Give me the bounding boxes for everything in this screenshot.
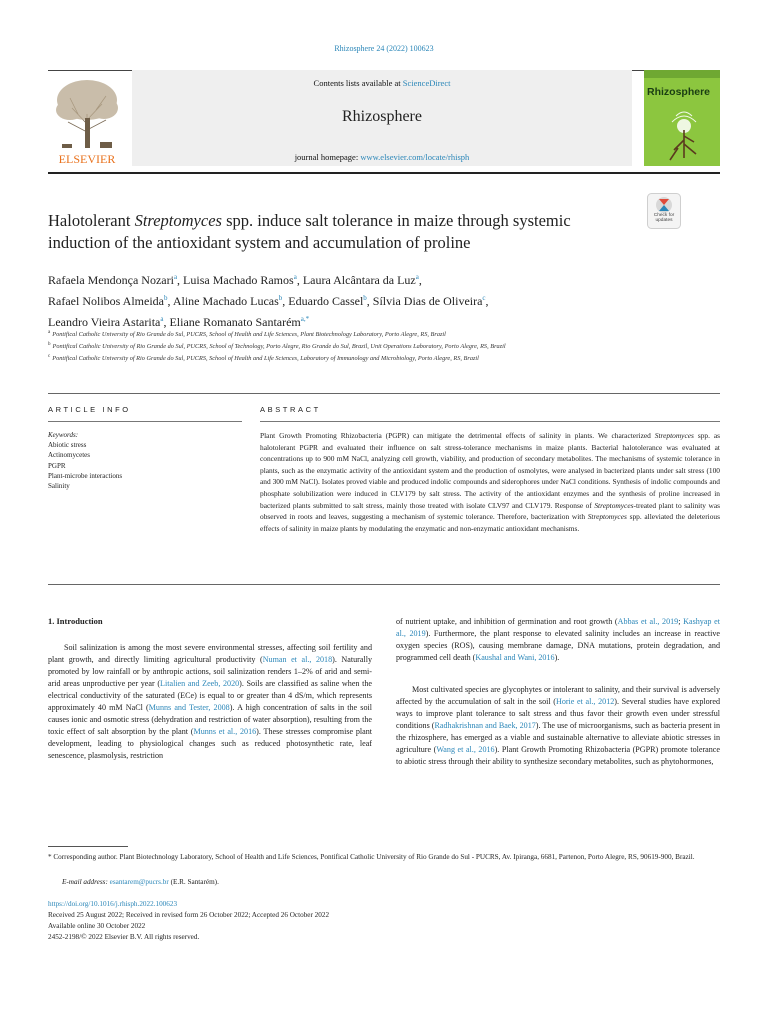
author-separator: , — [418, 273, 422, 287]
body-text: ). The use of microorganisms, such as bacteria present in the rhizosphere, has emerged as a viable and sustainable alternative to alleviate abiotic stresses in agriculture ( — [396, 721, 720, 754]
keyword: Abiotic stress — [48, 441, 87, 450]
author-separator: , — [163, 315, 170, 329]
crossmark-label: Check for updates — [653, 213, 675, 223]
journal-homepage-line — [132, 152, 632, 162]
journal-homepage-link[interactable]: www.elsevier.com/locate/rhisph — [360, 152, 470, 162]
title-part-1: Halotolerant — [48, 211, 135, 230]
author-separator: , — [296, 273, 303, 287]
elsevier-logo — [48, 74, 126, 166]
intro-paragraph-2 — [396, 684, 720, 768]
contents-line — [132, 78, 632, 88]
body-text: ). These stresses compromise plant development, leading to physiological changes such as reduced photosynthetic rate, leaf senescence, plasmolysis, restriction — [48, 727, 373, 760]
author-name[interactable]: Luisa Machado Ramos — [183, 273, 294, 287]
author-name[interactable]: Rafael Nolibos Almeida — [48, 294, 164, 308]
intro-paragraph-1-continued — [396, 616, 720, 664]
abstract-bottom-rule — [48, 584, 720, 585]
affiliation-text: Pontifical Catholic University of Rio Grande do Sul, PUCRS, School of Health and Life Sciences, Laboratory of Immunology and Microbiology, Porto Alegre, RS, Brazil — [52, 355, 479, 363]
cover-art — [644, 70, 720, 166]
doi-link[interactable]: https://doi.org/10.1016/j.rhisph.2022.100623 — [48, 900, 178, 908]
body-text: ). Soils are classified as saline when the electrical conductivity of the saturated (ECe) is equal to or greater than 4 dS/m, which represents approximately 40 mM NaCl ( — [48, 679, 372, 712]
body-text: ). Naturally promoted by low rainfall or by anthropic actions, soil salinization renders 1–2% of arid and semi-arid areas unproductive per year ( — [48, 655, 372, 688]
homepage-prefix: journal homepage: — [294, 152, 361, 162]
citation-link[interactable]: Kashyap et al., 2019 — [396, 617, 720, 638]
citation-link[interactable]: Numan et al., 2018 — [262, 655, 333, 664]
body-text: ). Plant Growth Promoting Rhizobacteria (PGPR) promote tolerance to abiotic stress through their ability to synthesize secondary metabolites, such as phytohormones, — [396, 745, 720, 766]
citation-link[interactable]: Abbas et al., 2019 — [617, 617, 679, 626]
intro-paragraph-1 — [48, 642, 372, 762]
affiliation — [48, 328, 688, 340]
citation-link[interactable]: Horie et al., 2012 — [555, 697, 615, 706]
journal-name: Rhizosphere — [342, 108, 422, 125]
title-part-2: spp. induce salt tolerance in maize through systemic induction of the antioxidant system and accumulation of proline — [48, 211, 571, 252]
elsevier-wordmark: ELSEVIER — [58, 152, 116, 166]
author-affiliation-mark[interactable]: b — [278, 294, 283, 302]
abstract-heading: ABSTRACT — [260, 405, 321, 414]
body-text: ). Furthermore, the plant response to elevated salinity includes an increase in reactive oxygen species (ROS), causing membrane damage, DNA mutations, protein degradation, and programmed cell death ( — [396, 629, 720, 662]
author-name[interactable]: Leandro Vieira Astarita — [48, 315, 161, 329]
article-info-rule — [48, 421, 242, 422]
keywords-label: Keywords: — [48, 431, 79, 439]
footnote-rule — [48, 846, 128, 847]
keyword: Salinity — [48, 482, 70, 491]
abstract-segment: -treated plant to salinity was observed in roots and leaves, suggesting a mechanism of systemic tolerance. Therefore, bacterization with — [260, 500, 720, 522]
email-suffix: (E.R. Santarém). — [168, 878, 219, 886]
corresponding-author-footnote: * Corresponding author. Plant Biotechnology Laboratory, School of Health and Life Sciences, Pontifical Catholic University of Rio Grande do Sul - PUCRS, Av. Ipiranga, 6681, Partenon, Porto Alegre, RS, 90619-900, Brazil. — [48, 853, 695, 861]
body-text: ). — [554, 653, 560, 662]
author-name[interactable]: Eliane Romanato Santarém — [169, 315, 301, 329]
keyword: Plant-microbe interactions — [48, 471, 123, 480]
affiliations — [48, 328, 688, 364]
received-dates: Received 25 August 2022; Received in revised form 26 October 2022; Accepted 26 October 2022 — [48, 911, 330, 919]
abstract-segment: spp. as halotolerant PGPR and evaluated their influence on salt stress-tolerance mechanisms in maize plants. Bacterial halotolerance was evaluated at concentrations up to 900 mM NaCl, analyzing cell growth, viability, and production of secondary metabolites. The mechanisms of systemic tolerance in plants, such as the enzymatic activity of the antioxidant system and the production of osmolytes, were analysed in bacterized plants under salt stress (100 and 300 mM NaCl). Isolates proved viable and produced indolic compounds and siderophores under NaCl conditions. Synthesis of indolic compounds and phosphate solubilization were induced in CLV179 by salt stress. The activity of the antioxidant enzymes and the synthesis of proline increased in bacterized plants submitted to salt stress, mainly those treated with isolate CLV97 and CLV179. Response of — [260, 431, 720, 510]
body-text: of nutrient uptake, and inhibition of germination and root growth ( — [396, 617, 618, 626]
affiliation-mark: b — [48, 342, 51, 348]
email-label: E-mail address: — [62, 878, 110, 886]
keyword: PGPR — [48, 461, 66, 470]
author-affiliation-mark[interactable]: a,* — [300, 315, 310, 323]
affiliation-text: Pontifical Catholic University of Rio Grande do Sul, PUCRS, School of Health and Life Sciences, Plant Biotechnology Laboratory, Porto Alegre, RS, Brazil — [52, 331, 446, 339]
abstract-rule — [260, 421, 720, 422]
email-line — [62, 878, 219, 886]
cover-title: Rhizosphere — [647, 86, 711, 98]
title-italic-genus: Streptomyces — [134, 211, 222, 230]
copyright: 2452-2198/© 2022 Elsevier B.V. All rights reserved. — [48, 933, 200, 941]
affiliation — [48, 352, 688, 364]
body-text: ). Several studies have explored ways to improve plant tolerance to salt stress and thus favor their growth even under stressful conditions ( — [396, 697, 720, 730]
abstract-italic: Streptomyces — [587, 512, 627, 522]
citation-link[interactable]: Litalien and Zeeb, 2020 — [160, 679, 240, 688]
abstract-italic: Streptomyces — [594, 500, 634, 510]
author-list — [48, 268, 668, 331]
available-online: Available online 30 October 2022 — [48, 922, 146, 930]
journal-cover-thumbnail[interactable] — [644, 70, 720, 166]
author-separator: , — [282, 294, 289, 308]
body-text: ). A high concentration of salts in the soil causes ionic and osmotic stress (dehydration and restriction of water absorption), resulting from the toxic effect of salt absorption by the plant ( — [48, 703, 372, 736]
author-name[interactable]: Laura Alcântara da Luz — [302, 273, 416, 287]
contents-prefix: Contents lists available at — [313, 78, 403, 88]
citation-link[interactable]: Wang et al., 2016 — [436, 745, 495, 754]
keyword: Actinomycetes — [48, 451, 90, 460]
citation-link[interactable]: Radhakrishnan and Baek, 2017 — [434, 721, 536, 730]
keyword-list — [48, 440, 242, 491]
author-separator: , — [177, 273, 184, 287]
journal-reference[interactable]: Rhizosphere 24 (2022) 100623 — [334, 44, 434, 53]
publication-info — [48, 899, 720, 943]
abstract-segment: spp. alleviated the deleterious effects of salinity in maize plants by modulating the enzymatic and non-enzymatic antioxidant mechanisms. — [260, 512, 720, 533]
article-info-heading: ARTICLE INFO — [48, 405, 131, 414]
author-affiliation-mark[interactable]: a — [293, 273, 297, 281]
author-name[interactable]: Eduardo Cassel — [288, 294, 364, 308]
citation-link[interactable]: Munns and Tester, 2008 — [148, 703, 230, 712]
abstract-segment: Plant Growth Promoting Rhizobacteria (PGPR) can mitigate the detrimental effects of salinity in plants. We characterized — [260, 431, 655, 440]
author-affiliation-mark[interactable]: a — [415, 273, 419, 281]
author-separator: , — [366, 294, 373, 308]
affiliation — [48, 340, 688, 352]
affiliation-mark: c — [48, 354, 51, 360]
crossmark-icon[interactable] — [647, 193, 681, 229]
abstract-italic: Streptomyces — [654, 431, 694, 440]
sciencedirect-link[interactable]: ScienceDirect — [402, 78, 451, 88]
email-link[interactable]: esantarem@pucrs.br — [109, 878, 169, 886]
author-affiliation-mark[interactable]: b — [363, 294, 367, 302]
author-affiliation-mark[interactable]: b — [163, 294, 168, 302]
author-separator: , — [167, 294, 173, 308]
body-text: ; — [678, 617, 684, 626]
abstract-text — [260, 430, 720, 534]
journal-header — [48, 70, 720, 166]
section-divider — [48, 393, 720, 394]
author-affiliation-mark[interactable]: a — [173, 273, 178, 281]
citation-link[interactable]: Munns et al., 2016 — [193, 727, 257, 736]
body-text: Soil salinization is among the most severe environmental stresses, affecting soil fertility and plant growth, and directly limiting agricultural productivity ( — [48, 643, 372, 664]
introduction-heading: 1. Introduction — [48, 616, 103, 626]
author-name[interactable]: Sílvia Dias de Oliveira — [372, 294, 483, 308]
author-affiliation-mark[interactable]: c — [482, 294, 486, 302]
keywords-block — [48, 430, 242, 491]
body-text: Most cultivated species are glycophytes or intolerant to salinity, and their survival is adversely affected by the accumulation of salt in the soil ( — [396, 685, 720, 706]
journal-header-panel — [132, 70, 632, 166]
affiliation-text: Pontifical Catholic University of Rio Grande do Sul, PUCRS, School of Technology, Porto Alegre, Rio Grande do Sul, Brazil, Unit Operations Laboratory, Porto Alegre, RS, Brazil — [52, 343, 506, 351]
author-separator: , — [485, 294, 489, 308]
author-name[interactable]: Aline Machado Lucas — [172, 294, 279, 308]
article-title — [48, 210, 628, 254]
header-bottom-rule — [48, 172, 720, 174]
author-name[interactable]: Rafaela Mendonça Nozari — [48, 273, 174, 287]
citation-link[interactable]: Kaushal and Wani, 2016 — [475, 653, 555, 662]
affiliation-mark: a — [48, 330, 51, 335]
author-affiliation-mark[interactable]: a — [160, 315, 164, 323]
